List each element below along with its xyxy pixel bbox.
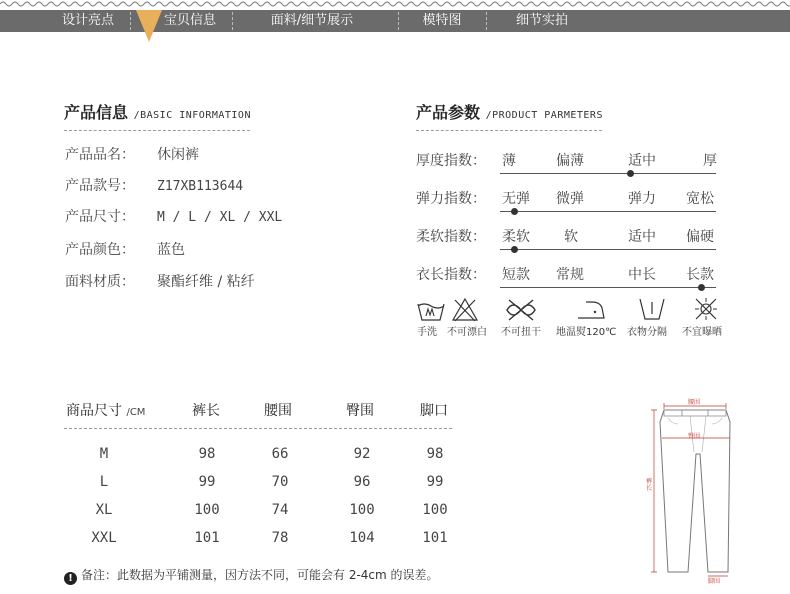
params-title: 产品参数 [416, 103, 481, 122]
params-heading [416, 100, 603, 123]
scale-track [500, 211, 716, 212]
nav-separator [130, 12, 131, 30]
size-unit: /CM [126, 407, 146, 418]
scale-option: 柔软 [502, 229, 530, 245]
info-value: 蓝色 [157, 242, 185, 258]
param-label-elasticity: 弹力指数： [416, 191, 486, 207]
info-key: 面料材质： [65, 274, 135, 290]
size-label: XL [95, 502, 113, 518]
nav-separator [486, 12, 487, 30]
no-wring-icon [503, 296, 539, 322]
care-label: 不可扭干 [501, 327, 541, 338]
info-key: 产品款号： [65, 178, 135, 194]
divider [64, 130, 250, 131]
divider [416, 130, 602, 131]
params-subtitle: /PRODUCT PARMETERS [485, 110, 603, 121]
nav-tab-detail-photos[interactable]: 细节实拍 [515, 13, 568, 28]
scale-option: 长款 [686, 267, 714, 283]
info-key: 产品颜色： [65, 242, 135, 258]
care-label: 不可漂白 [447, 327, 487, 338]
no-sun-dry-icon [691, 296, 721, 322]
table-cell: 100 [349, 502, 375, 518]
scale-marker [511, 246, 518, 253]
table-cell: 98 [426, 446, 444, 462]
scale-option: 薄 [502, 153, 516, 169]
info-row-color [65, 240, 185, 260]
scale-option: 偏薄 [556, 153, 584, 169]
info-row-size [65, 207, 282, 227]
table-cell: 74 [271, 502, 289, 518]
table-cell: 92 [353, 446, 371, 462]
nav-separator [398, 12, 399, 30]
scale-option: 无弹 [502, 191, 530, 207]
nav-tab-model[interactable]: 模特图 [422, 13, 462, 28]
info-value: 休闲裤 [157, 147, 199, 163]
table-cell: 78 [271, 530, 289, 546]
info-key: 产品品名： [65, 147, 135, 163]
scale-option: 微弹 [556, 191, 584, 207]
column-header: 脚口 [420, 403, 448, 419]
size-title: 商品尺寸 [66, 403, 122, 419]
note-text: 备注：此数据为平铺测量，因方法不同，可能会有 2-4cm 的误差。 [81, 568, 439, 582]
nav-tab-fabric[interactable]: 面料/细节展示 [270, 13, 354, 28]
scale-option: 偏硬 [686, 229, 714, 245]
info-row-code [65, 176, 243, 196]
basic-info-title: 产品信息 [64, 103, 129, 122]
column-header: 裤长 [192, 403, 220, 419]
nav-tab-design[interactable]: 设计亮点 [61, 13, 114, 28]
scale-option: 常规 [556, 267, 584, 283]
table-cell: 98 [198, 446, 216, 462]
scale-option: 厚 [703, 153, 717, 169]
table-cell: 70 [271, 474, 289, 490]
decorative-border [0, 0, 790, 8]
hand-wash-icon [416, 296, 446, 322]
table-cell: 104 [349, 530, 375, 546]
scale-track [500, 287, 716, 288]
basic-info-subtitle: /BASIC INFORMATION [133, 110, 251, 121]
scale-option: 短款 [502, 267, 530, 283]
divider [64, 428, 452, 429]
table-cell: 96 [353, 474, 371, 490]
scale-track [500, 249, 716, 250]
table-cell: 100 [194, 502, 220, 518]
measurement-note [64, 566, 439, 585]
size-label: L [99, 474, 109, 490]
param-label-length: 衣长指数： [416, 267, 486, 283]
table-cell: 101 [194, 530, 220, 546]
scale-track [500, 173, 716, 174]
info-key: 产品尺寸： [65, 209, 135, 225]
param-label-softness: 柔软指数： [416, 229, 486, 245]
column-header: 臀围 [346, 403, 374, 419]
diagram-label-length: 裤长 [646, 478, 653, 492]
scale-option: 适中 [628, 153, 656, 169]
table-cell: 99 [198, 474, 216, 490]
diagram-label-hip: 臀围 [688, 433, 701, 440]
column-header: 腰围 [264, 403, 292, 419]
info-row-material [65, 272, 255, 292]
nav-tab-product-info[interactable]: 宝贝信息 [163, 13, 216, 28]
separate-wash-icon [637, 296, 667, 322]
pants-measurement-diagram [642, 392, 758, 582]
warning-icon: ! [64, 572, 77, 585]
scale-marker [698, 284, 705, 291]
basic-info-heading [64, 100, 251, 123]
no-bleach-icon [450, 296, 480, 322]
table-cell: 99 [426, 474, 444, 490]
scale-option: 软 [564, 229, 578, 245]
size-label: M [99, 446, 109, 462]
table-cell: 66 [271, 446, 289, 462]
care-label: 不宜曝晒 [682, 327, 722, 338]
info-value: 聚酯纤维 / 粘纤 [157, 274, 255, 290]
size-table-title [66, 400, 145, 420]
scale-option: 宽松 [686, 191, 714, 207]
info-value: M / L / XL / XXL [157, 210, 283, 225]
info-value: Z17XB113644 [157, 179, 244, 194]
care-label: 手洗 [417, 327, 437, 338]
care-label: 衣物分隔 [627, 327, 667, 338]
scale-option: 适中 [628, 229, 656, 245]
size-label: XXL [91, 530, 117, 546]
diagram-label-hem: 脚围 [708, 578, 721, 585]
scale-marker [627, 170, 634, 177]
scale-option: 中长 [628, 267, 656, 283]
info-row-name [65, 145, 199, 165]
param-label-thickness: 厚度指数： [416, 153, 486, 169]
diagram-label-waist: 腰围 [688, 399, 701, 406]
scale-option: 弹力 [628, 191, 656, 207]
table-cell: 100 [422, 502, 448, 518]
table-cell: 101 [422, 530, 448, 546]
scale-marker [511, 208, 518, 215]
care-label: 地温熨120℃ [556, 327, 617, 338]
nav-separator [232, 12, 233, 30]
iron-icon [574, 296, 608, 322]
